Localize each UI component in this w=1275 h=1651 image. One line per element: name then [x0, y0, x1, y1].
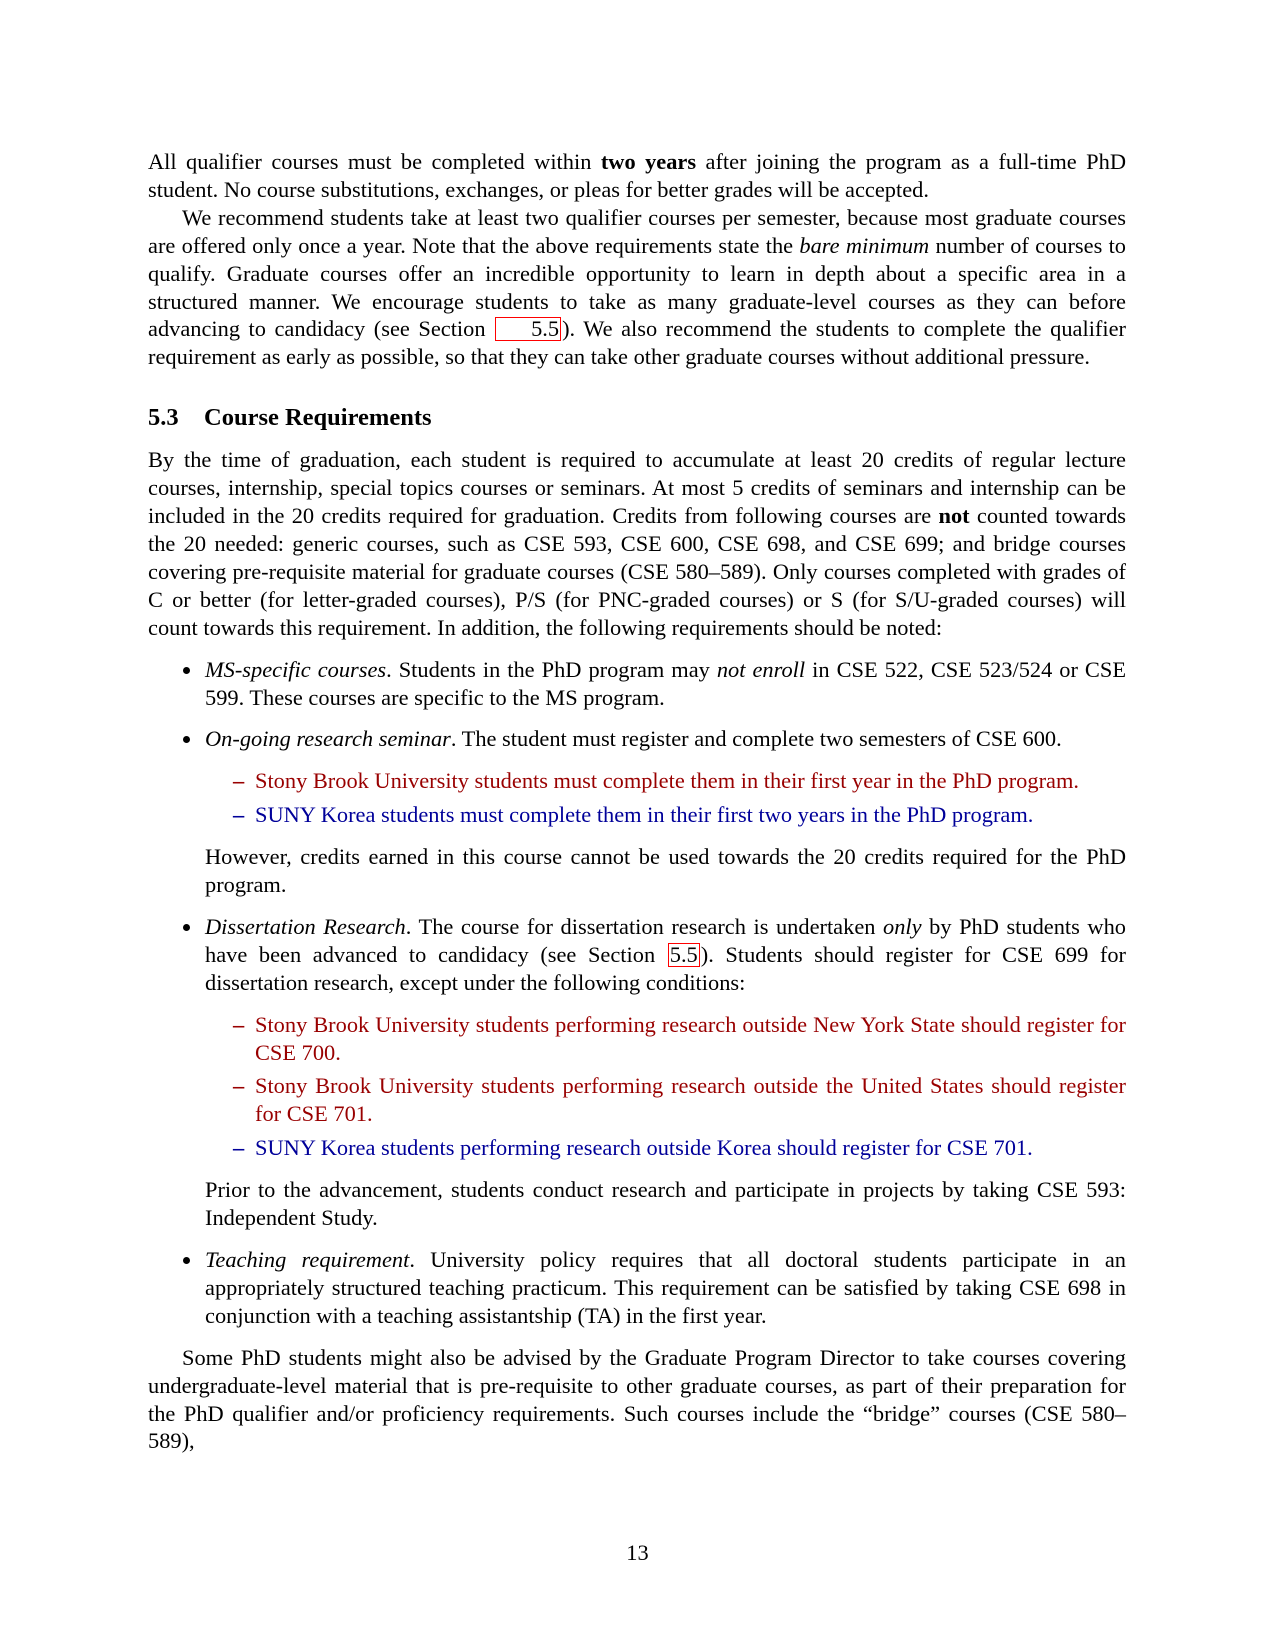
item-title: Teaching requirement [205, 1247, 410, 1272]
item-title: On-going research seminar [205, 726, 451, 752]
section-paragraph-1: By the time of graduation, each student is required to accumulate at least 20 credits of regular lecture courses, internship, special topics courses or seminars. At most 5 credits of seminars and internship can be included in the 20 credits required for graduation. Credits from following courses are not counted towards the 20 needed: generic courses, such as CSE 593, CSE 600, CSE 698, and CSE 699; and bridge courses covering pre-requisite material for graduate courses (CSE 580–589). Only courses completed with grades of C or better (for letter-graded courses), P/S (for PNC-graded courses) or S (for S/U-graded courses) will count towards this requirement. In addition, the following requirements should be noted: [148, 447, 1126, 640]
dash-icon: – [233, 1011, 245, 1037]
sub-item-suny-korea: – SUNY Korea students must complete them in their first two years in the PhD program. [233, 802, 1034, 828]
bullet-icon [183, 1257, 190, 1264]
bullet-icon [183, 736, 190, 743]
requirements-list [148, 656, 1126, 1330]
list-item-teaching-requirement: Teaching requirement. University policy requires that all doctoral students participate in an appropriately structured teaching practicum. This requirement can be satisfied by taking CSE 698 in conjunction with a teaching assistantship (TA) in the first year. [148, 1246, 1126, 1330]
dash-icon: – [233, 768, 245, 794]
section-heading [148, 404, 1126, 432]
sub-item-stony-brook-nys: – Stony Brook University students performing research outside New York State should register for CSE 700. [233, 1011, 1126, 1065]
list-item-dissertation-research: Dissertation Research. The course for dissertation research is undertaken only by PhD students who have been advanced to candidacy (see Section 5.5 ). Students should register for CSE 699 for dissertation research, except under the following conditions: – Stony Brook University students performing research outside New York State should register for CSE 700. – Stony Brook University students performing research outside the United States should register for CSE 701. – SUNY Korea students performing research outside Korea should register for CSE 701. Prior to the advancement, students conduct research and participate in projects by taking CSE 593: Independent Study. [148, 913, 1126, 1232]
bullet-icon [183, 667, 190, 674]
dash-icon: – [233, 1135, 245, 1161]
item-title: MS-specific courses [205, 656, 387, 682]
item-title: Dissertation Research [205, 913, 406, 939]
sub-item-stony-brook: – Stony Brook University students must complete them in their first year in the PhD program. [233, 768, 1079, 794]
sub-list [205, 767, 1126, 829]
list-item-ms-specific: MS-specific courses. Students in the PhD program may not enroll in CSE 522, CSE 523/524 or CSE 599. These courses are specific to the MS program. [148, 656, 1126, 712]
italic-bare-minimum: bare minimum [799, 232, 930, 258]
section-5-5-link[interactable]: 5.5 [669, 941, 698, 967]
closing-paragraph: Some PhD students might also be advised by the Graduate Program Director to take courses covering undergraduate-level material that is pre-requisite to other graduate courses, as part of their preparation for the PhD qualifier and/or proficiency requirements. Such courses include the “bridge” courses (CSE 580–589), [148, 1344, 1126, 1454]
bold-two-years: two years [600, 149, 697, 174]
item-note: However, credits earned in this course cannot be used towards the 20 credits required for the PhD program. [205, 844, 1126, 898]
bullet-icon [183, 924, 190, 931]
sub-item-stony-brook-us: – Stony Brook University students performing research outside the United States should register for CSE 701. [233, 1073, 1126, 1127]
intro-paragraph-1: All qualifier courses must be completed within two years after joining the program as a full-time PhD student. No course substitutions, exchanges, or pleas for better grades will be accepted. [148, 149, 1126, 202]
document-page [148, 148, 1126, 1455]
sub-item-suny-korea: – SUNY Korea students performing research outside Korea should register for CSE 701. [233, 1135, 1033, 1161]
item-note: Prior to the advancement, students conduct research and participate in projects by taking CSE 593: Independent Study. [205, 1177, 1126, 1231]
list-item-research-seminar: On-going research seminar. The student must register and complete two semesters of CSE 600. – Stony Brook University students must complete them in their first year in the PhD program. – SUNY Korea students must complete them in their first two years in the PhD program. However, credits earned in this course cannot be used towards the 20 credits required for the PhD program. [148, 725, 1126, 899]
bold-not: not [938, 503, 970, 529]
section-title: Course Requirements [204, 404, 432, 432]
page-number: 13 [626, 1540, 649, 1565]
intro-paragraph-2: We recommend students take at least two qualifier courses per semester, because most graduate courses are offered only once a year. Note that the above requirements state the bare minimum number of courses to qualify. Graduate courses offer an incredible opportunity to learn in depth about a specific area in a structured manner. We encourage students to take as many graduate-level courses as they can before advancing to candidacy (see Section 5.5 ). We also recommend the students to complete the qualifier requirement as early as possible, so that they can take other graduate courses without additional pressure. [148, 204, 1126, 370]
section-number: 5.3 [148, 404, 179, 432]
dash-icon: – [233, 1073, 245, 1099]
dash-icon: – [233, 802, 245, 828]
sub-list [205, 1011, 1126, 1163]
section-5-5-link[interactable]: 5.5 [495, 317, 561, 341]
